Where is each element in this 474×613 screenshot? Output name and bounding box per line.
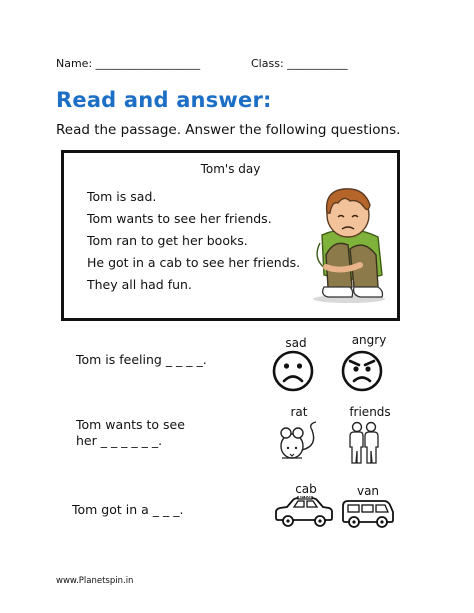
question-3: Tom got in a _ _ _. [72,502,184,517]
taxi-sign-text: TAXI [299,496,311,500]
passage-line: Tom ran to get her books. [87,233,248,248]
option-label-rat: rat [290,405,308,419]
angry-face-icon [341,350,383,392]
passage-line: They all had fun. [87,277,192,292]
option-label-van: van [356,484,380,498]
name-field-label: Name: ___________________ [56,57,201,70]
instructions: Read the passage. Answer the following questions. [56,122,401,138]
van-icon [340,498,396,530]
option-label-friends: friends [349,405,391,419]
sad-boy-illustration [304,183,394,305]
sad-face-icon [272,350,314,392]
question-2-line-2: her _ _ _ _ _ _. [76,433,163,448]
worksheet-title: Read and answer: [56,88,272,112]
passage-line: He got in a cab to see her friends. [87,255,301,270]
question-1: Tom is feeling _ _ _ _. [76,352,207,367]
friends-icon [346,421,382,465]
class-field-label: Class: ___________ [251,57,348,70]
option-label-cab: cab [295,482,317,496]
rat-icon [274,420,320,464]
passage-line: Tom is sad. [87,189,157,204]
footer-website: www.Planetspin.in [56,576,134,586]
passage-line: Tom wants to see her friends. [87,211,272,226]
option-label-sad: sad [285,336,307,350]
passage-title: Tom's day [200,162,261,176]
option-label-angry: angry [351,333,387,347]
question-2-line-1: Tom wants to see [76,417,185,432]
taxi-icon [273,496,335,530]
passage-box [61,150,400,321]
